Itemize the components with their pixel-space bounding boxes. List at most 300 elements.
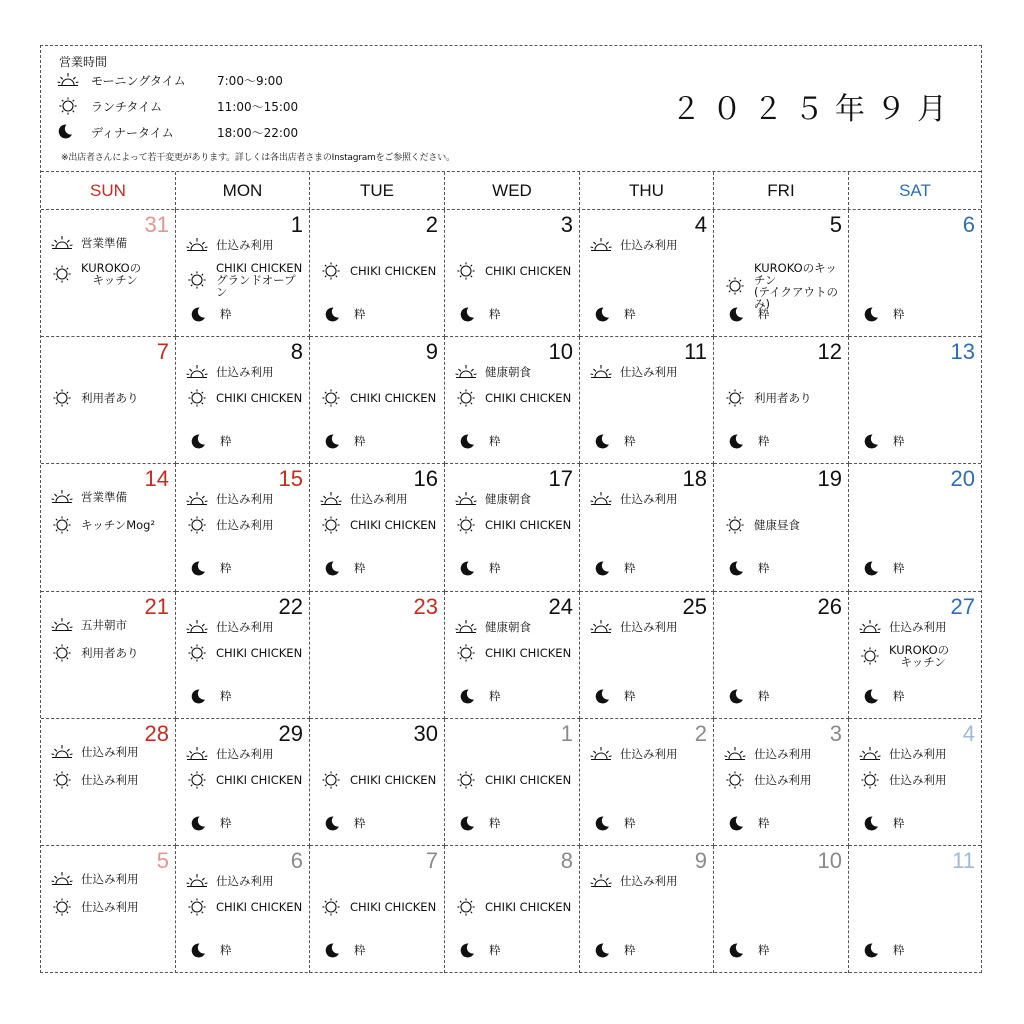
lunch-slot xyxy=(455,389,575,407)
lunch-slot xyxy=(186,771,305,789)
calendar-day-cell[interactable] xyxy=(310,592,445,719)
lunch-slot-text: 健康昼食 xyxy=(754,518,800,533)
dinner-slot-text: 粋 xyxy=(354,434,366,449)
lunch-slot-text: CHIKI CHICKEN xyxy=(216,772,303,787)
morning-slot xyxy=(590,618,709,636)
calendar-day-cell[interactable] xyxy=(41,210,176,337)
calendar-day-cell[interactable] xyxy=(41,719,176,846)
lunch-slot xyxy=(320,262,440,280)
lunch-slot-text: CHIKI CHICKEN xyxy=(350,391,437,406)
hours-period-time: 11:00〜15:00 xyxy=(217,99,299,114)
hours-period-name: ディナータイム xyxy=(91,125,174,140)
day-number: 5 xyxy=(829,212,842,237)
dinner-slot-text: 粋 xyxy=(893,943,905,957)
calendar-day-cell[interactable] xyxy=(714,592,849,719)
day-number: 7 xyxy=(425,848,438,873)
moon-icon xyxy=(324,815,340,831)
morning-slot-text: 仕込み利用 xyxy=(889,746,947,761)
calendar-day-cell[interactable] xyxy=(580,210,714,337)
sun-icon xyxy=(455,771,477,789)
day-number: 9 xyxy=(694,848,707,873)
dinner-slot xyxy=(186,688,305,704)
lunch-slot-text: 利用者あり xyxy=(81,645,139,660)
day-number: 13 xyxy=(950,339,975,365)
sunrise-icon xyxy=(590,236,612,254)
moon-icon xyxy=(594,560,610,576)
dinner-slot-text: 粋 xyxy=(624,307,636,321)
dinner-slot-text: 粋 xyxy=(220,815,232,830)
notice-text: ※出店者さんによって若干変更があります。詳しくは各出店者さまのInstagramをご参照ください。 xyxy=(61,153,455,163)
calendar-day-cell[interactable] xyxy=(580,592,714,719)
moon-icon xyxy=(324,433,340,449)
lunch-slot-text: CHIKI CHICKEN グランドオープン xyxy=(216,261,303,299)
morning-slot xyxy=(859,745,977,763)
dinner-slot xyxy=(455,433,575,449)
morning-slot xyxy=(590,363,709,381)
dinner-slot-text: 粋 xyxy=(220,561,232,576)
dinner-slot xyxy=(859,688,977,704)
calendar-day-cell[interactable] xyxy=(849,719,981,846)
morning-slot-text: 仕込み利用 xyxy=(216,746,274,761)
day-number: 7 xyxy=(156,339,169,365)
calendar-day-cell[interactable] xyxy=(714,719,849,846)
dinner-slot xyxy=(320,815,440,831)
moon-icon xyxy=(594,306,610,322)
calendar-day-cell[interactable] xyxy=(849,592,981,719)
dinner-slot-text: 粋 xyxy=(893,688,905,703)
lunch-slot xyxy=(724,262,844,310)
sun-icon xyxy=(859,647,881,665)
business-hours-row xyxy=(57,122,298,142)
day-number: 11 xyxy=(952,848,975,873)
morning-slot-text: 仕込み利用 xyxy=(216,492,274,507)
dinner-slot xyxy=(724,433,844,449)
business-hours-row xyxy=(57,70,283,90)
calendar-day-cell[interactable] xyxy=(310,464,445,591)
dinner-slot-text: 粋 xyxy=(489,688,501,703)
calendar-day-cell[interactable] xyxy=(714,337,849,464)
dinner-slot-text: 粋 xyxy=(893,307,905,321)
morning-slot-text: 営業準備 xyxy=(81,236,127,250)
sunrise-icon xyxy=(590,363,612,381)
lunch-slot-text: CHIKI CHICKEN xyxy=(216,645,303,660)
sunrise-icon xyxy=(455,363,477,381)
calendar-day-cell[interactable] xyxy=(849,210,981,337)
lunch-slot xyxy=(320,389,440,407)
day-number: 6 xyxy=(290,848,303,873)
month-title: ２０２５年９月 xyxy=(671,92,958,127)
calendar-day-cell[interactable] xyxy=(310,210,445,337)
lunch-slot-text: CHIKI CHICKEN xyxy=(350,772,437,787)
sun-icon xyxy=(455,644,477,662)
dinner-slot-text: 粋 xyxy=(489,307,501,321)
day-number: 11 xyxy=(684,339,707,365)
lunch-slot xyxy=(51,771,171,789)
day-number: 4 xyxy=(962,720,975,746)
moon-icon xyxy=(459,560,475,576)
day-number: 1 xyxy=(290,212,303,237)
lunch-slot-text: CHIKI CHICKEN xyxy=(485,900,572,914)
day-number: 24 xyxy=(548,593,573,619)
calendar-day-cell[interactable] xyxy=(849,337,981,464)
sun-icon xyxy=(186,516,208,534)
dinner-slot-text: 粋 xyxy=(220,307,232,321)
lunch-slot xyxy=(51,262,171,286)
calendar-day-cell[interactable] xyxy=(849,846,981,973)
moon-icon xyxy=(863,815,879,831)
sunrise-icon xyxy=(455,490,477,508)
morning-slot xyxy=(724,745,844,763)
dinner-slot xyxy=(455,560,575,576)
dinner-slot xyxy=(859,560,977,576)
sunrise-icon xyxy=(590,872,612,890)
dinner-slot xyxy=(186,815,305,831)
day-number: 4 xyxy=(694,212,707,237)
calendar-day-cell[interactable] xyxy=(714,846,849,973)
calendar-day-cell[interactable] xyxy=(41,592,176,719)
calendar-day-cell[interactable] xyxy=(849,464,981,591)
calendar-day-cell[interactable] xyxy=(310,719,445,846)
dinner-slot xyxy=(455,688,575,704)
moon-icon xyxy=(863,306,879,322)
moon-icon xyxy=(190,306,206,322)
lunch-slot xyxy=(859,644,977,668)
lunch-slot-text: KUROKOの キッチン xyxy=(81,261,142,287)
morning-slot xyxy=(186,363,305,381)
sun-icon xyxy=(859,771,881,789)
lunch-slot xyxy=(455,771,575,789)
dinner-slot-text: 粋 xyxy=(758,561,770,576)
day-number: 31 xyxy=(144,212,169,237)
dinner-slot xyxy=(724,942,844,958)
lunch-slot-text: 仕込み利用 xyxy=(754,772,812,787)
morning-slot xyxy=(51,616,171,634)
calendar-day-cell[interactable] xyxy=(176,464,310,591)
dinner-slot-text: 粋 xyxy=(624,434,636,449)
lunch-slot-text: KUROKOのキッチン (テイクアウトのみ) xyxy=(754,261,838,311)
sun-icon xyxy=(186,771,208,789)
sun-icon xyxy=(186,898,208,916)
moon-icon xyxy=(459,815,475,831)
sunrise-icon xyxy=(51,488,73,506)
moon-icon xyxy=(190,688,206,704)
dinner-slot xyxy=(455,942,575,958)
moon-icon xyxy=(863,560,879,576)
lunch-slot-text: キッチンMog² xyxy=(81,518,156,533)
sunrise-icon xyxy=(57,71,79,89)
lunch-slot xyxy=(724,771,844,789)
dinner-slot xyxy=(590,560,709,576)
day-number: 14 xyxy=(144,466,169,492)
weekday-fri: FRI xyxy=(714,172,849,210)
morning-slot-text: 仕込み利用 xyxy=(620,365,678,380)
morning-slot-text: 仕込み利用 xyxy=(216,365,274,380)
calendar-day-cell[interactable] xyxy=(445,464,580,591)
day-number: 9 xyxy=(425,339,438,365)
sun-icon xyxy=(186,644,208,662)
morning-slot-text: 営業準備 xyxy=(81,490,127,505)
day-number: 1 xyxy=(560,720,573,746)
lunch-slot-text: 仕込み利用 xyxy=(81,900,139,914)
dinner-slot-text: 粋 xyxy=(758,815,770,830)
morning-slot xyxy=(186,745,305,763)
morning-slot xyxy=(590,236,709,254)
lunch-slot-text: 仕込み利用 xyxy=(889,772,947,787)
day-number: 18 xyxy=(682,466,707,492)
dinner-slot xyxy=(590,433,709,449)
dinner-slot-text: 粋 xyxy=(220,943,232,957)
calendar-day-cell[interactable] xyxy=(445,592,580,719)
morning-slot-text: 仕込み利用 xyxy=(216,619,274,634)
morning-slot-text: 仕込み利用 xyxy=(620,619,678,634)
dinner-slot-text: 粋 xyxy=(624,561,636,576)
day-number: 17 xyxy=(548,466,573,492)
lunch-slot xyxy=(455,516,575,534)
morning-slot xyxy=(320,490,440,508)
calendar-day-cell[interactable] xyxy=(445,846,580,973)
calendar-day-cell[interactable] xyxy=(445,337,580,464)
dinner-slot-text: 粋 xyxy=(354,561,366,576)
sunrise-icon xyxy=(590,745,612,763)
sunrise-icon xyxy=(51,870,73,888)
sun-icon xyxy=(186,271,208,289)
day-number: 28 xyxy=(144,720,169,746)
day-number: 8 xyxy=(560,848,573,873)
dinner-slot xyxy=(186,306,305,322)
dinner-slot xyxy=(320,942,440,958)
dinner-slot xyxy=(724,560,844,576)
moon-icon xyxy=(594,942,610,958)
morning-slot xyxy=(186,490,305,508)
morning-slot-text: 健康朝食 xyxy=(485,492,531,507)
sun-icon xyxy=(455,389,477,407)
lunch-slot-text: CHIKI CHICKEN xyxy=(350,518,437,533)
sunrise-icon xyxy=(186,745,208,763)
calendar-day-cell[interactable] xyxy=(176,337,310,464)
morning-slot xyxy=(51,870,171,888)
calendar-day-cell[interactable] xyxy=(41,846,176,973)
moon-icon xyxy=(190,815,206,831)
lunch-slot-text: CHIKI CHICKEN xyxy=(485,645,572,660)
sunrise-icon xyxy=(590,618,612,636)
sun-icon xyxy=(320,898,342,916)
morning-slot xyxy=(186,872,305,890)
dinner-slot-text: 粋 xyxy=(354,307,366,321)
dinner-slot-text: 粋 xyxy=(354,943,366,957)
day-number: 15 xyxy=(278,466,303,492)
calendar-day-cell[interactable] xyxy=(41,337,176,464)
sun-icon xyxy=(51,265,73,283)
lunch-slot-text: CHIKI CHICKEN xyxy=(485,518,572,533)
dinner-slot xyxy=(186,433,305,449)
calendar-header xyxy=(41,46,981,172)
sunrise-icon xyxy=(186,872,208,890)
sun-icon xyxy=(455,898,477,916)
calendar-day-cell[interactable] xyxy=(445,210,580,337)
dinner-slot xyxy=(724,688,844,704)
sunrise-icon xyxy=(186,236,208,254)
dinner-slot-text: 粋 xyxy=(489,434,501,449)
dinner-slot xyxy=(320,433,440,449)
business-hours-row xyxy=(57,96,298,116)
lunch-slot-text: KUROKOの キッチン xyxy=(889,642,950,669)
day-number: 27 xyxy=(950,593,975,619)
lunch-slot xyxy=(186,516,305,534)
sun-icon xyxy=(724,771,746,789)
weekday-sun: SUN xyxy=(41,172,176,210)
dinner-slot-text: 粋 xyxy=(354,815,366,830)
moon-icon xyxy=(324,942,340,958)
calendar-day-cell[interactable] xyxy=(445,719,580,846)
lunch-slot xyxy=(51,898,171,916)
lunch-slot-text: CHIKI CHICKEN xyxy=(216,391,303,406)
lunch-slot-text: CHIKI CHICKEN xyxy=(485,772,572,787)
calendar-day-cell[interactable] xyxy=(580,464,714,591)
morning-slot-text: 仕込み利用 xyxy=(889,619,947,634)
moon-icon xyxy=(863,688,879,704)
weekday-mon: MON xyxy=(176,172,310,210)
day-number: 3 xyxy=(829,720,842,746)
moon-icon xyxy=(57,123,79,141)
moon-icon xyxy=(459,306,475,322)
sun-icon xyxy=(51,898,73,916)
morning-slot xyxy=(455,363,575,381)
weekday-header-row xyxy=(41,172,981,210)
morning-slot-text: 仕込み利用 xyxy=(620,746,678,761)
moon-icon xyxy=(190,942,206,958)
sunrise-icon xyxy=(51,743,73,761)
sunrise-icon xyxy=(590,490,612,508)
calendar-day-cell[interactable] xyxy=(176,592,310,719)
sun-icon xyxy=(724,277,746,295)
sun-icon xyxy=(320,771,342,789)
dinner-slot-text: 粋 xyxy=(489,815,501,830)
calendar-day-cell[interactable] xyxy=(176,210,310,337)
day-number: 29 xyxy=(278,720,303,746)
day-number: 21 xyxy=(144,593,169,619)
morning-slot-text: 仕込み利用 xyxy=(620,874,678,888)
moon-icon xyxy=(324,560,340,576)
day-number: 30 xyxy=(413,720,438,746)
sun-icon xyxy=(724,389,746,407)
lunch-slot xyxy=(455,644,575,662)
dinner-slot xyxy=(455,306,575,322)
dinner-slot xyxy=(320,306,440,322)
day-number: 19 xyxy=(817,466,842,492)
morning-slot-text: 仕込み利用 xyxy=(754,746,812,761)
sun-icon xyxy=(57,97,79,115)
weekday-tue: TUE xyxy=(310,172,445,210)
dinner-slot xyxy=(590,306,709,322)
calendar-day-cell[interactable] xyxy=(580,337,714,464)
sun-icon xyxy=(320,262,342,280)
hours-period-name: ランチタイム xyxy=(91,99,163,114)
calendar-frame xyxy=(40,45,982,973)
lunch-slot xyxy=(186,389,305,407)
calendar-day-cell[interactable] xyxy=(714,464,849,591)
day-number: 8 xyxy=(290,339,303,365)
lunch-slot-text: CHIKI CHICKEN xyxy=(350,264,437,278)
moon-icon xyxy=(594,815,610,831)
moon-icon xyxy=(190,560,206,576)
lunch-slot xyxy=(320,898,440,916)
day-number: 23 xyxy=(413,593,438,619)
morning-slot xyxy=(51,743,171,761)
lunch-slot-text: 利用者あり xyxy=(81,391,139,406)
morning-slot xyxy=(186,618,305,636)
sunrise-icon xyxy=(51,616,73,634)
sun-icon xyxy=(51,644,73,662)
morning-slot-text: 健康朝食 xyxy=(485,619,531,634)
lunch-slot-text: 利用者あり xyxy=(754,391,812,406)
day-number: 25 xyxy=(682,593,707,619)
calendar-day-cell[interactable] xyxy=(41,464,176,591)
sun-icon xyxy=(455,262,477,280)
day-number: 16 xyxy=(413,466,438,492)
dinner-slot xyxy=(859,942,977,958)
lunch-slot xyxy=(51,644,171,662)
lunch-slot xyxy=(320,516,440,534)
sunrise-icon xyxy=(186,490,208,508)
dinner-slot-text: 粋 xyxy=(758,434,770,449)
dinner-slot-text: 粋 xyxy=(220,688,232,703)
morning-slot-text: 仕込み利用 xyxy=(620,238,678,252)
lunch-slot xyxy=(724,389,844,407)
moon-icon xyxy=(459,688,475,704)
weekday-sat: SAT xyxy=(899,181,931,200)
calendar-day-cell[interactable] xyxy=(310,846,445,973)
calendar-day-cell[interactable] xyxy=(714,210,849,337)
day-number: 10 xyxy=(817,848,842,873)
sun-icon xyxy=(320,389,342,407)
lunch-slot xyxy=(186,262,305,298)
lunch-slot xyxy=(186,644,305,662)
dinner-slot xyxy=(590,942,709,958)
lunch-slot xyxy=(455,898,575,916)
calendar-day-cell[interactable] xyxy=(580,719,714,846)
moon-icon xyxy=(728,433,744,449)
sun-icon xyxy=(455,516,477,534)
day-number: 20 xyxy=(950,466,975,492)
dinner-slot-text: 粋 xyxy=(758,688,770,703)
day-number: 22 xyxy=(278,593,303,619)
dinner-slot-text: 粋 xyxy=(489,943,501,957)
moon-icon xyxy=(863,942,879,958)
lunch-slot-text: CHIKI CHICKEN xyxy=(216,900,303,914)
sunrise-icon xyxy=(186,363,208,381)
sunrise-icon xyxy=(320,490,342,508)
day-number: 26 xyxy=(817,593,842,619)
dinner-slot-text: 粋 xyxy=(624,943,636,957)
calendar-day-cell[interactable] xyxy=(580,846,714,973)
sun-icon xyxy=(724,516,746,534)
day-number: 6 xyxy=(962,212,975,237)
morning-slot-text: 仕込み利用 xyxy=(216,874,274,888)
moon-icon xyxy=(728,815,744,831)
dinner-slot xyxy=(590,688,709,704)
sun-icon xyxy=(51,516,73,534)
dinner-slot-text: 粋 xyxy=(624,815,636,830)
lunch-slot xyxy=(186,898,305,916)
weekday-thu: THU xyxy=(580,172,714,210)
calendar-day-cell[interactable] xyxy=(176,719,310,846)
sunrise-icon xyxy=(724,745,746,763)
calendar-day-cell[interactable] xyxy=(310,337,445,464)
calendar-day-cell[interactable] xyxy=(176,846,310,973)
dinner-slot xyxy=(859,815,977,831)
moon-icon xyxy=(728,560,744,576)
morning-slot xyxy=(186,236,305,254)
